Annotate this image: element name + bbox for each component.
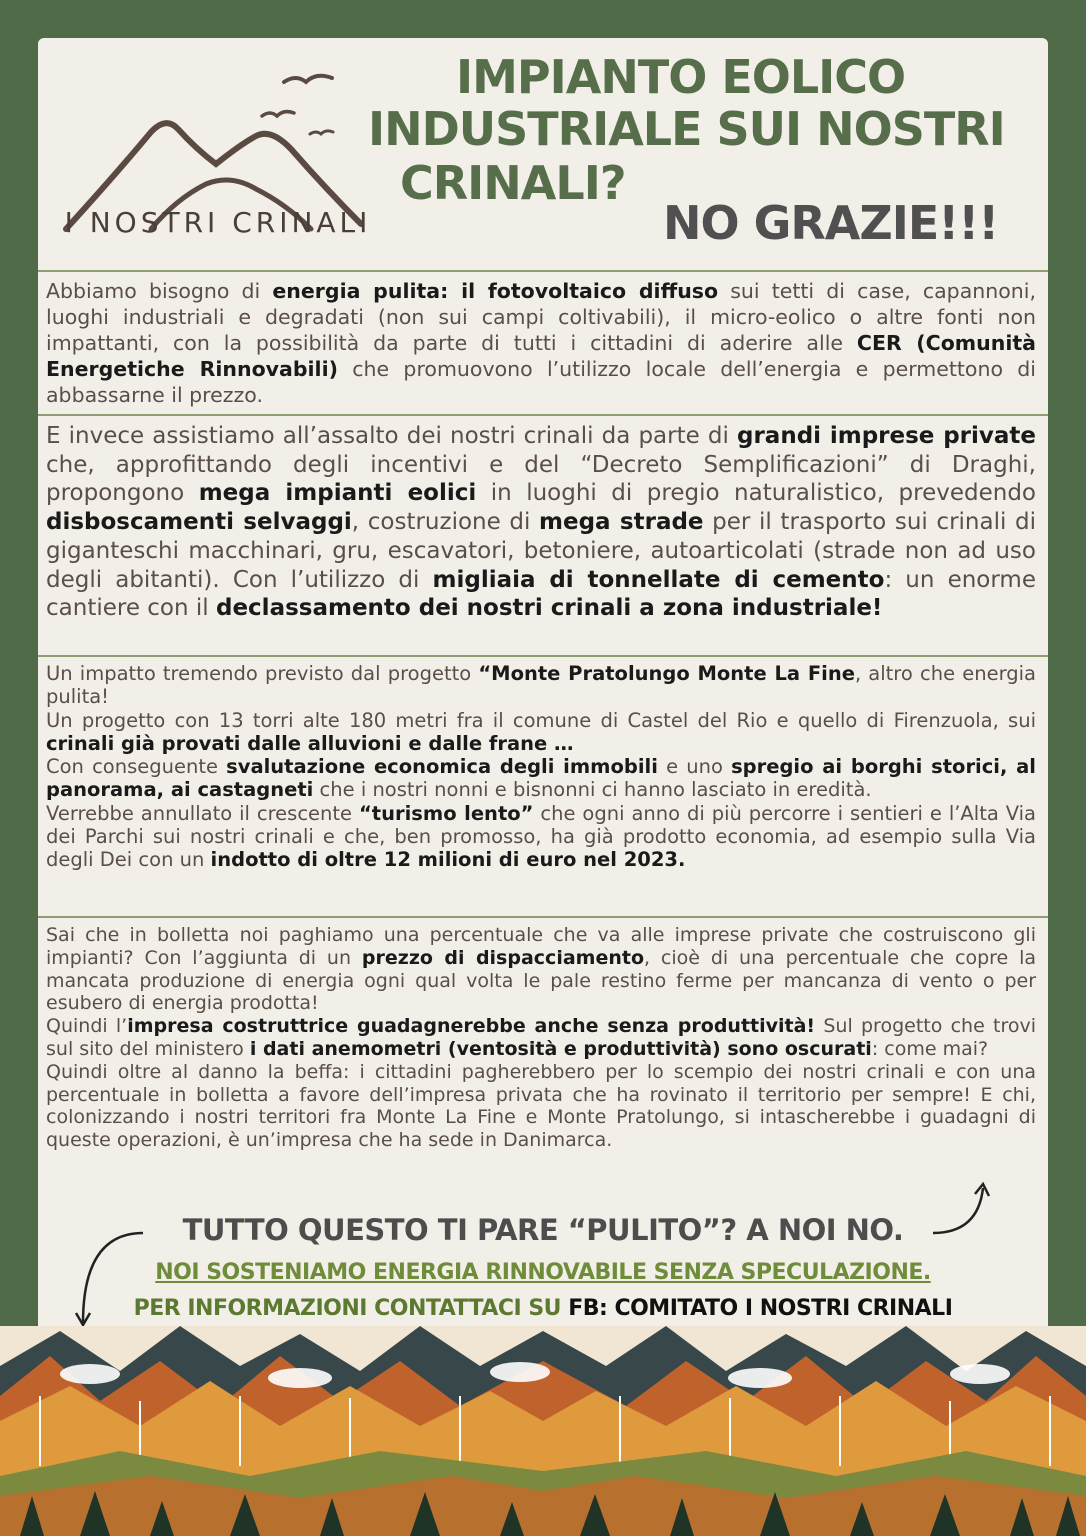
divider	[38, 270, 1048, 272]
impact-line-4: Verrebbe annullato il crescente “turismo lento” che ogni anno di più percorre i sentieri e l’Alta Via dei Parchi sui nostri crinali e che, ben promosso, ha già prodotto economia, ad esempio sulla Via degli Dei con un indotto di oltre 12 milioni di euro nel 2023.	[46, 801, 1036, 872]
title-line-3: CRINALI?	[400, 156, 626, 210]
title-line-1: IMPIANTO EOLICO	[456, 50, 906, 104]
divider	[38, 916, 1048, 918]
curved-arrow-left-icon	[68, 1228, 148, 1328]
bill-line-2: Quindi l’impresa costruttrice guadagnerebbe anche senza produttività! Sul progetto che trovi sul sito del ministero i dati anemometri (ventosità e produttività) sono oscurati: come mai?	[46, 1015, 1037, 1060]
facebook-contact[interactable]: FB: COMITATO I NOSTRI CRINALI	[568, 1296, 953, 1321]
bill-line-3: Quindi oltre al danno la beffa: i cittadini pagherebbero per lo scempio dei nostri crinali e con una percentuale in bolletta a favore dell’impresa privata che ha rovinato il territorio per sempre! E chi, colonizzando i nostri territori fra Monte La Fine e Monte Pratolungo, si intascherebbe i guadagni di queste operazioni, è un’impresa che ha sede in Danimarca.	[46, 1060, 1036, 1152]
paragraph-clean-energy: Abbiamo bisogno di energia pulita: il fotovoltaico diffuso sui tetti di case, capannoni, luoghi industriali e degradati (non sui campi coltivabili), il micro-eolico o altre fonti non impattanti, con la possibilità da parte di tutti i cittadini di aderire alle CER (Comunità Energetiche Rinnovabili) che promuovono l’utilizzo locale dell’energia e permettono di abbassarne il prezzo.	[46, 279, 1036, 407]
title-line-2: INDUSTRIALE SUI NOSTRI	[368, 102, 1005, 156]
contact-line: PER INFORMAZIONI CONTATTACI SU FB: COMITATO I NOSTRI CRINALI	[133, 1296, 953, 1321]
slogan-pulito: TUTTO QUESTO TI PARE “PULITO”? A NOI NO.	[182, 1213, 904, 1247]
no-grazie-heading: NO GRAZIE!!!	[663, 196, 999, 250]
flyer-card	[38, 38, 1048, 1338]
impact-line-3: Con conseguente svalutazione economica degli immobili e uno spregio ai borghi storici, al panorama, ai castagneti che i nostri nonni e bisnonni ci hanno lasciato in eredità.	[46, 755, 1036, 802]
paragraph-assault: E invece assistiamo all’assalto dei nostri crinali da parte di grandi imprese private che, approfittando degli incentivi e del “Decreto Semplificazioni” di Draghi, propongono mega impianti eolici in luoghi di pregio naturalistico, prevedendo disboscamenti selvaggi, costruzione di mega strade per il trasporto sui crinali di giganteschi macchinari, gru, escavatori, betoniere, autoarticolati (strade non ad uso degli abitanti). Con l’utilizzo di migliaia di tonnellate di cemento: un enorme cantiere con il declassamento dei nostri crinali a zona industriale!	[46, 423, 1037, 622]
bill-line-1: Sai che in bolletta noi paghiamo una percentuale che va alle imprese private che costruiscono gli impianti? Con l’aggiunta di un prezzo di dispacciamento, cioè di una percentuale che copre la mancata produzione di energia ogni qual volta le pale restino ferme per mancanza di vento o per esubero di energia prodotta!	[46, 924, 1037, 1015]
logo-text: I NOSTRI CRINALI	[64, 206, 372, 239]
paragraph-bill	[46, 924, 1036, 1152]
impact-line-2: Un progetto con 13 torri alte 180 metri fra il comune di Castel del Rio e quello di Firenzuola, sui crinali già provati dalle alluvioni e dalle frane …	[46, 708, 1036, 755]
impact-line-1: Un impatto tremendo previsto dal progetto “Monte Pratolungo Monte La Fine, altro che energia pulita!	[46, 662, 1037, 709]
divider	[38, 414, 1048, 416]
wind-turbine-landscape-illustration	[0, 1326, 1086, 1536]
divider	[38, 655, 1048, 657]
birds-icon	[284, 76, 332, 82]
slogan-renewable: NOI SOSTENIAMO ENERGIA RINNOVABILE SENZA SPECULAZIONE.	[155, 1260, 931, 1285]
paragraph-impact	[46, 662, 1036, 872]
